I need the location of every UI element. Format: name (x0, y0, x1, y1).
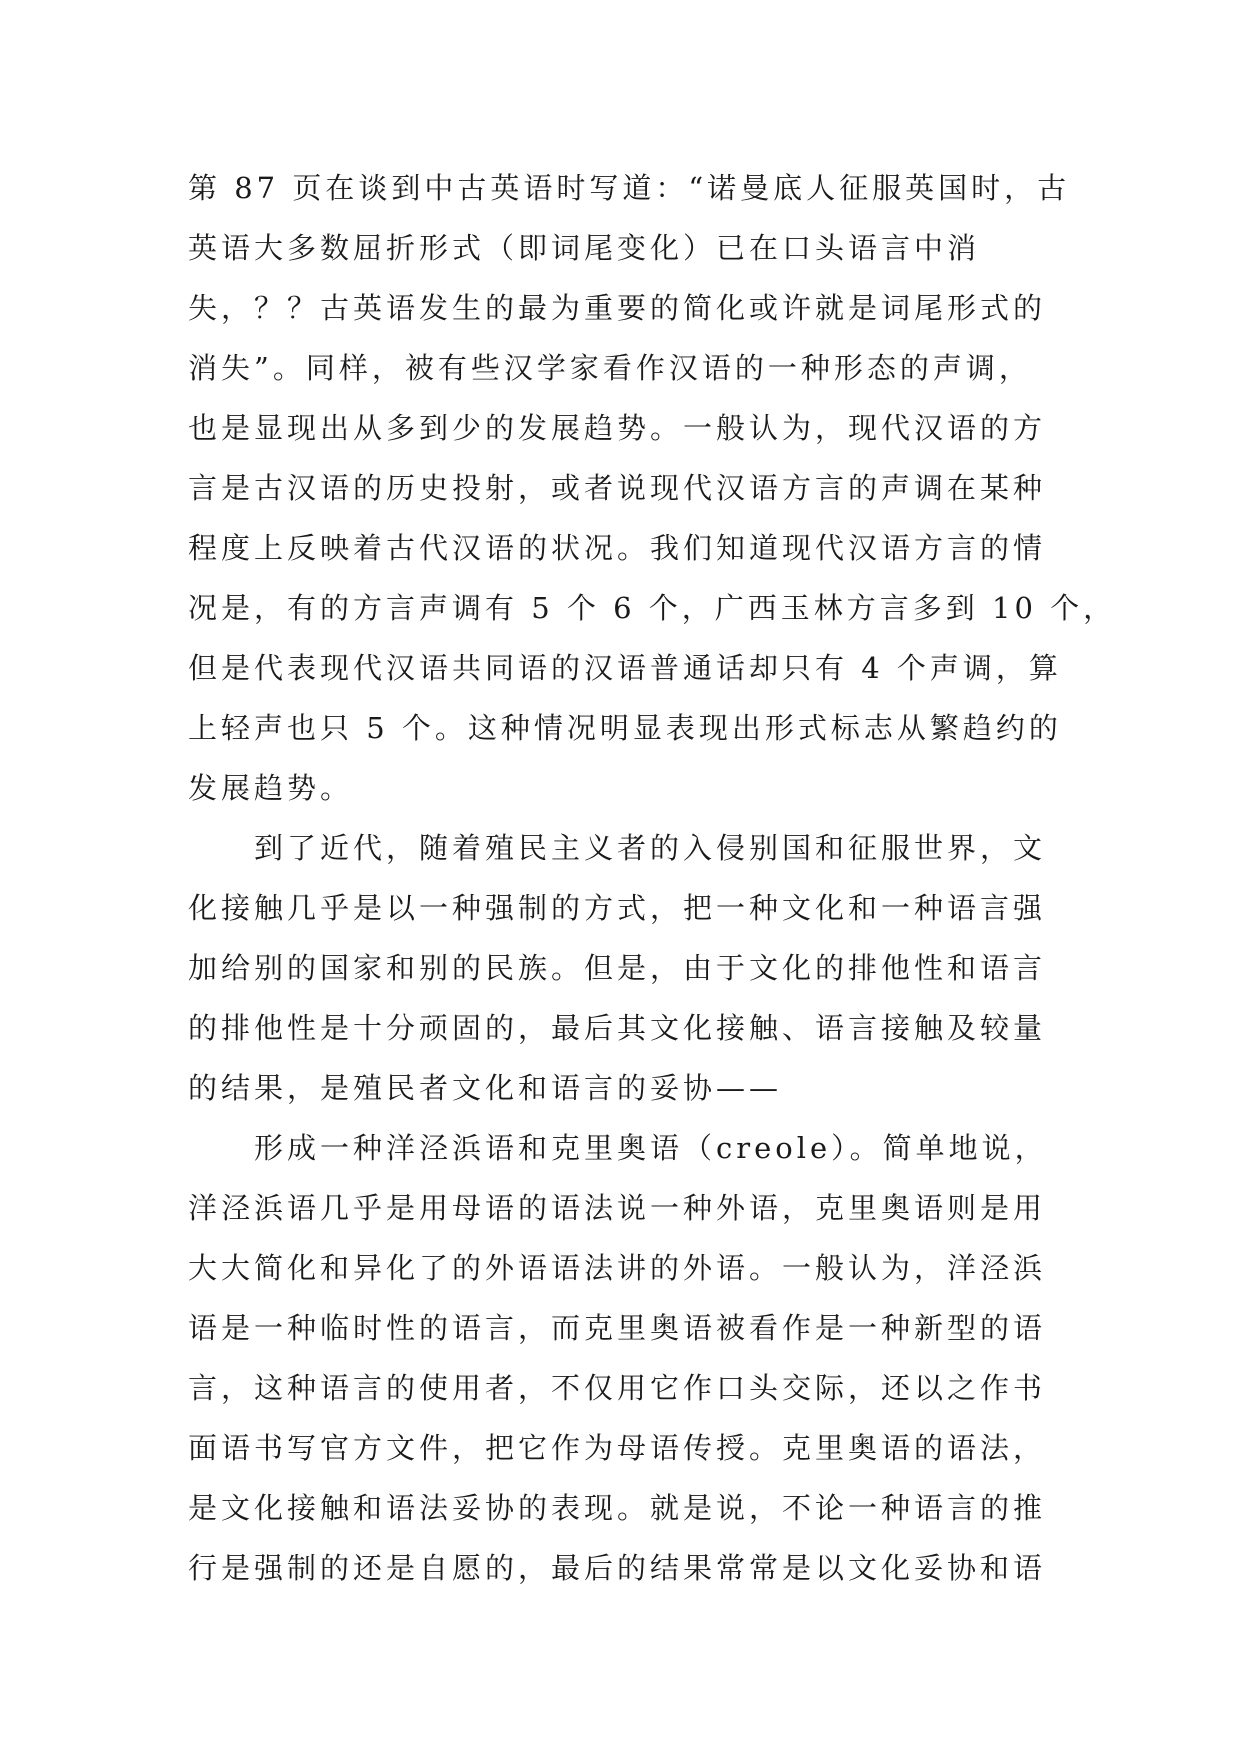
text-line: 洋泾浜语几乎是用母语的语法说一种外语，克里奥语则是用 (188, 1191, 1047, 1225)
body-text (188, 158, 1117, 1598)
text-line: 的排他性是十分顽固的，最后其文化接触、语言接触及较量 (188, 1011, 1047, 1045)
text-line: 程度上反映着古代汉语的状况。我们知道现代汉语方言的情 (188, 531, 1047, 565)
text-line: 第 87 页在谈到中古英语时写道：“诺曼底人征服英国时，古 (188, 171, 1071, 205)
text-line: 消失”。同样，被有些汉学家看作汉语的一种形态的声调， (188, 351, 1032, 385)
text-line: 失，？？古英语发生的最为重要的简化或许就是词尾形式的 (188, 291, 1047, 325)
text-line: 也是显现出从多到少的发展趋势。一般认为，现代汉语的方 (188, 411, 1047, 445)
text-line: 况是，有的方言声调有 5 个 6 个，广西玉林方言多到 10 个， (188, 591, 1117, 625)
text-line: 发展趋势。 (188, 771, 354, 805)
text-line: 面语书写官方文件，把它作为母语传授。克里奥语的语法， (188, 1431, 1047, 1465)
text-line: 大大简化和异化了的外语语法讲的外语。一般认为，洋泾浜 (188, 1251, 1047, 1285)
text-line: 言，这种语言的使用者，不仅用它作口头交际，还以之作书 (188, 1371, 1047, 1405)
text-line: 形成一种洋泾浜语和克里奥语（creole）。简单地说， (188, 1131, 1048, 1165)
text-line: 英语大多数屈折形式（即词尾变化）已在口头语言中消 (188, 231, 981, 265)
text-line: 加给别的国家和别的民族。但是，由于文化的排他性和语言 (188, 951, 1047, 985)
text-line: 化接触几乎是以一种强制的方式，把一种文化和一种语言强 (188, 891, 1047, 925)
text-line: 但是代表现代汉语共同语的汉语普通话却只有 4 个声调，算 (188, 651, 1062, 685)
text-line: 行是强制的还是自愿的，最后的结果常常是以文化妥协和语 (188, 1551, 1047, 1585)
text-line: 语是一种临时性的语言，而克里奥语被看作是一种新型的语 (188, 1311, 1047, 1345)
text-line: 到了近代，随着殖民主义者的入侵别国和征服世界，文 (188, 831, 1047, 865)
text-line: 言是古汉语的历史投射，或者说现代汉语方言的声调在某种 (188, 471, 1047, 505)
text-line: 上轻声也只 5 个。这种情况明显表现出形式标志从繁趋约的 (188, 711, 1062, 745)
text-line: 是文化接触和语法妥协的表现。就是说，不论一种语言的推 (188, 1491, 1047, 1525)
text-line: 的结果，是殖民者文化和语言的妥协—— (188, 1071, 783, 1105)
